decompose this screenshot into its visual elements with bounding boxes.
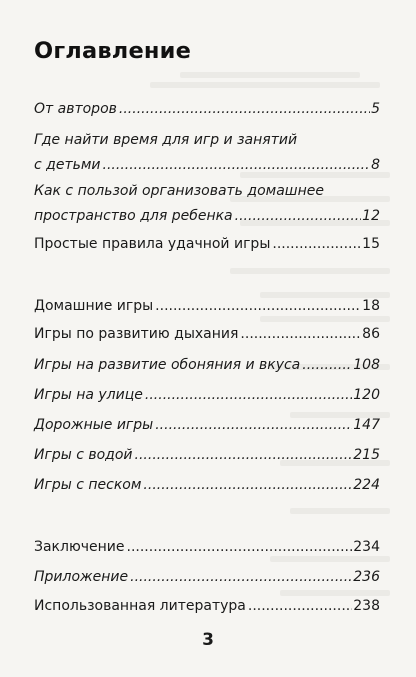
toc-entry-title: Дорожные игры xyxy=(34,417,154,433)
dot-leader xyxy=(130,566,352,588)
toc-entry-title: От авторов xyxy=(34,101,117,117)
dot-leader xyxy=(235,205,362,227)
toc-entry-references[interactable] xyxy=(34,595,380,617)
toc-entry-page: 147 xyxy=(353,417,380,433)
toc-entry-water-games[interactable] xyxy=(34,444,380,466)
toc-entry-page: 5 xyxy=(371,101,380,117)
toc-entry-title: Игры по развитию дыхания xyxy=(34,326,239,342)
page-number: 3 xyxy=(202,630,214,650)
toc-entry-title-line1: Где найти время для игр и занятий xyxy=(34,132,298,148)
toc-entry-title: Игры на развитие обоняния и вкуса xyxy=(34,357,301,373)
toc-entry-page: 108 xyxy=(353,357,380,373)
dot-leader xyxy=(240,323,361,345)
dot-leader xyxy=(103,154,371,176)
toc-entry-conclusion[interactable] xyxy=(34,536,380,558)
toc-entry-title: Заключение xyxy=(34,539,125,555)
toc-entry-page: 8 xyxy=(371,157,380,173)
toc-entry-title: Игры с песком xyxy=(34,477,142,493)
toc-entry-title-line2: с детьми xyxy=(34,157,101,173)
toc-entry-page: 236 xyxy=(353,569,380,585)
toc-heading: Оглавление xyxy=(34,38,192,64)
toc-entry-title-line1: Как с пользой организовать домашнее xyxy=(34,183,324,199)
dot-leader xyxy=(127,536,353,558)
toc-entry-page: 215 xyxy=(353,447,380,463)
toc-entry-simple-rules[interactable] xyxy=(34,233,380,255)
toc-entry-smell-taste-games[interactable] xyxy=(34,354,380,376)
toc-entry-home-space[interactable] xyxy=(34,180,380,227)
toc-entry-title: Использованная литература xyxy=(34,598,246,614)
toc-entry-find-time[interactable] xyxy=(34,129,380,176)
dot-leader xyxy=(145,384,352,406)
toc-entry-title: Игры на улице xyxy=(34,387,143,403)
dot-leader xyxy=(119,98,370,120)
toc-entry-title: Простые правила удачной игры xyxy=(34,236,271,252)
toc-entry-title-line2: пространство для ребенка xyxy=(34,208,233,224)
toc-entry-home-games[interactable] xyxy=(34,295,380,317)
toc-entry-page: 234 xyxy=(353,539,380,555)
toc-entry-page: 224 xyxy=(353,477,380,493)
toc-entry-outdoor-games[interactable] xyxy=(34,384,380,406)
toc-entry-title: Домашние игры xyxy=(34,298,154,314)
dot-leader xyxy=(155,295,361,317)
toc-entry-road-games[interactable] xyxy=(34,414,380,436)
toc-entry-appendix[interactable] xyxy=(34,566,380,588)
toc-entry-title: Игры с водой xyxy=(34,447,133,463)
toc-entry-page: 86 xyxy=(362,326,380,342)
dot-leader xyxy=(248,595,352,617)
table-of-contents xyxy=(34,0,380,677)
toc-entry-page: 15 xyxy=(362,236,380,252)
dot-leader xyxy=(143,474,352,496)
toc-entry-page: 238 xyxy=(353,598,380,614)
toc-entry-page: 12 xyxy=(362,208,380,224)
toc-entry-title: Приложение xyxy=(34,569,129,585)
toc-entry-page: 120 xyxy=(353,387,380,403)
dot-leader xyxy=(155,414,352,436)
toc-entry-from-authors[interactable] xyxy=(34,98,380,120)
toc-entry-page: 18 xyxy=(362,298,380,314)
toc-entry-sand-games[interactable] xyxy=(34,474,380,496)
toc-entry-breathing-games[interactable] xyxy=(34,323,380,345)
dot-leader xyxy=(272,233,361,255)
dot-leader xyxy=(135,444,353,466)
dot-leader xyxy=(302,354,352,376)
